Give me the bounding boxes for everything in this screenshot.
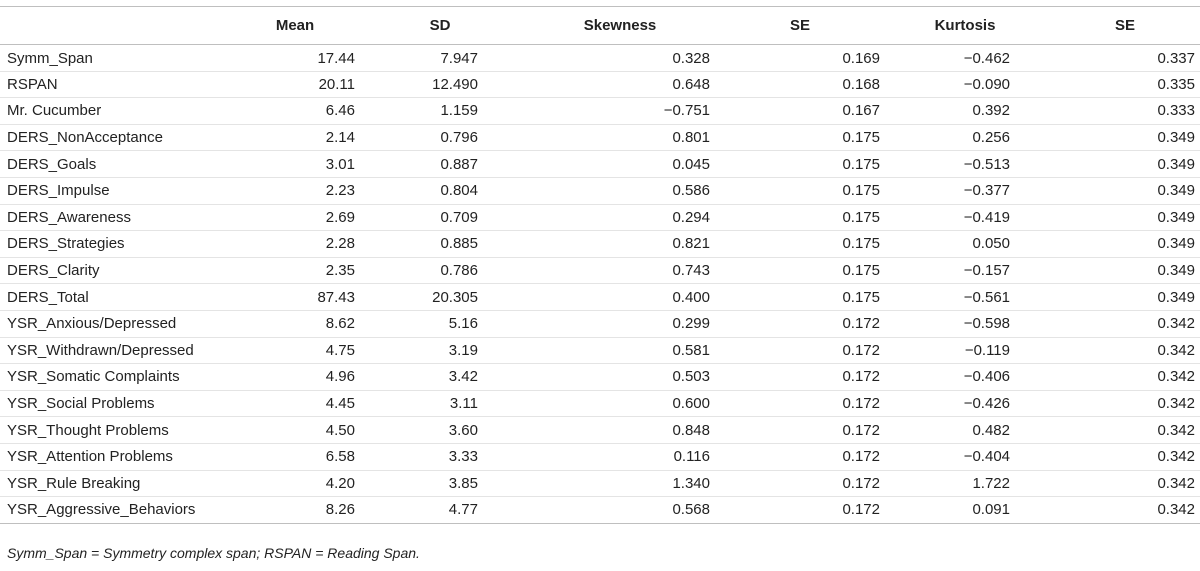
cell-sd: 0.796 [360,124,520,151]
cell-sd: 12.490 [360,71,520,98]
cell-mean: 2.14 [230,124,360,151]
table-row [0,417,1200,444]
header-variable [0,7,230,45]
cell-skewness: 0.328 [520,45,720,72]
cell-kurtosis: −0.090 [880,71,1050,98]
cell-sd: 0.786 [360,257,520,284]
cell-variable: DERS_Strategies [0,231,230,258]
header-skewness: Skewness [520,7,720,45]
table-row [0,124,1200,151]
cell-mean: 2.23 [230,177,360,204]
cell-kurtosis: −0.426 [880,390,1050,417]
cell-kurtosis: −0.513 [880,151,1050,178]
cell-se-skewness: 0.168 [720,71,880,98]
cell-sd: 0.709 [360,204,520,231]
cell-mean: 20.11 [230,71,360,98]
descriptive-statistics-table-container [0,6,1200,524]
table-body [0,45,1200,524]
cell-se-skewness: 0.172 [720,497,880,524]
cell-se-skewness: 0.172 [720,364,880,391]
cell-skewness: 0.801 [520,124,720,151]
cell-se-kurtosis: 0.342 [1050,417,1200,444]
cell-se-kurtosis: 0.349 [1050,284,1200,311]
cell-mean: 8.26 [230,497,360,524]
cell-se-skewness: 0.172 [720,443,880,470]
table-row [0,470,1200,497]
table-row [0,231,1200,258]
cell-variable: Mr. Cucumber [0,98,230,125]
cell-kurtosis: −0.561 [880,284,1050,311]
cell-variable: YSR_Social Problems [0,390,230,417]
cell-mean: 4.50 [230,417,360,444]
table-row [0,98,1200,125]
table-row [0,390,1200,417]
cell-se-kurtosis: 0.349 [1050,231,1200,258]
cell-se-kurtosis: 0.342 [1050,470,1200,497]
cell-skewness: 0.568 [520,497,720,524]
header-mean: Mean [230,7,360,45]
cell-variable: YSR_Rule Breaking [0,470,230,497]
cell-se-skewness: 0.175 [720,231,880,258]
cell-sd: 0.887 [360,151,520,178]
cell-variable: DERS_Awareness [0,204,230,231]
cell-se-skewness: 0.172 [720,337,880,364]
cell-se-kurtosis: 0.333 [1050,98,1200,125]
cell-variable: DERS_Total [0,284,230,311]
table-row [0,443,1200,470]
cell-sd: 0.804 [360,177,520,204]
cell-se-kurtosis: 0.342 [1050,390,1200,417]
cell-se-skewness: 0.172 [720,417,880,444]
table-row [0,45,1200,72]
cell-variable: YSR_Withdrawn/Depressed [0,337,230,364]
cell-mean: 4.45 [230,390,360,417]
cell-mean: 8.62 [230,310,360,337]
cell-kurtosis: −0.598 [880,310,1050,337]
cell-sd: 5.16 [360,310,520,337]
cell-se-skewness: 0.172 [720,470,880,497]
table-row [0,284,1200,311]
cell-variable: DERS_NonAcceptance [0,124,230,151]
cell-sd: 4.77 [360,497,520,524]
cell-kurtosis: −0.462 [880,45,1050,72]
cell-se-skewness: 0.175 [720,204,880,231]
cell-kurtosis: 1.722 [880,470,1050,497]
cell-se-kurtosis: 0.342 [1050,337,1200,364]
cell-se-skewness: 0.172 [720,310,880,337]
cell-kurtosis: −0.406 [880,364,1050,391]
cell-sd: 7.947 [360,45,520,72]
cell-skewness: 0.045 [520,151,720,178]
cell-se-kurtosis: 0.342 [1050,310,1200,337]
table-header [0,7,1200,45]
cell-kurtosis: 0.392 [880,98,1050,125]
cell-se-skewness: 0.169 [720,45,880,72]
descriptive-statistics-table [0,6,1200,524]
table-row [0,151,1200,178]
cell-skewness: 0.743 [520,257,720,284]
cell-mean: 6.46 [230,98,360,125]
cell-se-skewness: 0.175 [720,124,880,151]
cell-se-skewness: 0.167 [720,98,880,125]
cell-kurtosis: −0.419 [880,204,1050,231]
cell-sd: 20.305 [360,284,520,311]
cell-mean: 87.43 [230,284,360,311]
cell-kurtosis: −0.404 [880,443,1050,470]
cell-skewness: 0.821 [520,231,720,258]
cell-mean: 2.69 [230,204,360,231]
cell-skewness: 0.294 [520,204,720,231]
cell-kurtosis: −0.157 [880,257,1050,284]
cell-kurtosis: 0.091 [880,497,1050,524]
cell-kurtosis: −0.119 [880,337,1050,364]
cell-se-kurtosis: 0.349 [1050,177,1200,204]
cell-se-kurtosis: 0.335 [1050,71,1200,98]
cell-skewness: 1.340 [520,470,720,497]
cell-kurtosis: 0.050 [880,231,1050,258]
cell-skewness: 0.600 [520,390,720,417]
cell-se-kurtosis: 0.349 [1050,151,1200,178]
cell-mean: 17.44 [230,45,360,72]
cell-sd: 3.11 [360,390,520,417]
table-row [0,204,1200,231]
cell-se-skewness: 0.175 [720,151,880,178]
cell-skewness: 0.299 [520,310,720,337]
cell-skewness: 0.648 [520,71,720,98]
cell-variable: DERS_Goals [0,151,230,178]
cell-skewness: 0.116 [520,443,720,470]
table-row [0,310,1200,337]
table-row [0,71,1200,98]
header-sd: SD [360,7,520,45]
cell-kurtosis: 0.482 [880,417,1050,444]
cell-se-skewness: 0.172 [720,390,880,417]
table-row [0,364,1200,391]
cell-variable: YSR_Attention Problems [0,443,230,470]
cell-kurtosis: −0.377 [880,177,1050,204]
header-se-skewness: SE [720,7,880,45]
cell-se-kurtosis: 0.349 [1050,257,1200,284]
cell-skewness: −0.751 [520,98,720,125]
cell-mean: 6.58 [230,443,360,470]
cell-se-kurtosis: 0.342 [1050,364,1200,391]
cell-variable: YSR_Aggressive_Behaviors [0,497,230,524]
cell-kurtosis: 0.256 [880,124,1050,151]
cell-variable: Symm_Span [0,45,230,72]
table-row [0,177,1200,204]
table-footnote: Symm_Span = Symmetry complex span; RSPAN = Reading Span. [7,545,420,561]
table-row [0,257,1200,284]
cell-skewness: 0.503 [520,364,720,391]
cell-se-kurtosis: 0.337 [1050,45,1200,72]
cell-sd: 0.885 [360,231,520,258]
cell-sd: 3.42 [360,364,520,391]
cell-mean: 2.28 [230,231,360,258]
cell-se-kurtosis: 0.349 [1050,204,1200,231]
cell-mean: 4.75 [230,337,360,364]
cell-variable: YSR_Somatic Complaints [0,364,230,391]
cell-sd: 3.33 [360,443,520,470]
cell-se-skewness: 0.175 [720,177,880,204]
header-row [0,7,1200,45]
cell-variable: RSPAN [0,71,230,98]
cell-se-kurtosis: 0.342 [1050,443,1200,470]
header-kurtosis: Kurtosis [880,7,1050,45]
table-row [0,337,1200,364]
cell-sd: 3.19 [360,337,520,364]
cell-se-skewness: 0.175 [720,257,880,284]
cell-se-skewness: 0.175 [720,284,880,311]
cell-variable: YSR_Thought Problems [0,417,230,444]
header-se-kurtosis: SE [1050,7,1200,45]
cell-skewness: 0.848 [520,417,720,444]
cell-sd: 3.60 [360,417,520,444]
cell-variable: DERS_Clarity [0,257,230,284]
cell-mean: 4.96 [230,364,360,391]
cell-skewness: 0.581 [520,337,720,364]
cell-sd: 3.85 [360,470,520,497]
table-row [0,497,1200,524]
cell-mean: 3.01 [230,151,360,178]
cell-sd: 1.159 [360,98,520,125]
cell-mean: 2.35 [230,257,360,284]
cell-se-kurtosis: 0.342 [1050,497,1200,524]
cell-mean: 4.20 [230,470,360,497]
cell-variable: YSR_Anxious/Depressed [0,310,230,337]
cell-se-kurtosis: 0.349 [1050,124,1200,151]
cell-skewness: 0.586 [520,177,720,204]
cell-variable: DERS_Impulse [0,177,230,204]
cell-skewness: 0.400 [520,284,720,311]
